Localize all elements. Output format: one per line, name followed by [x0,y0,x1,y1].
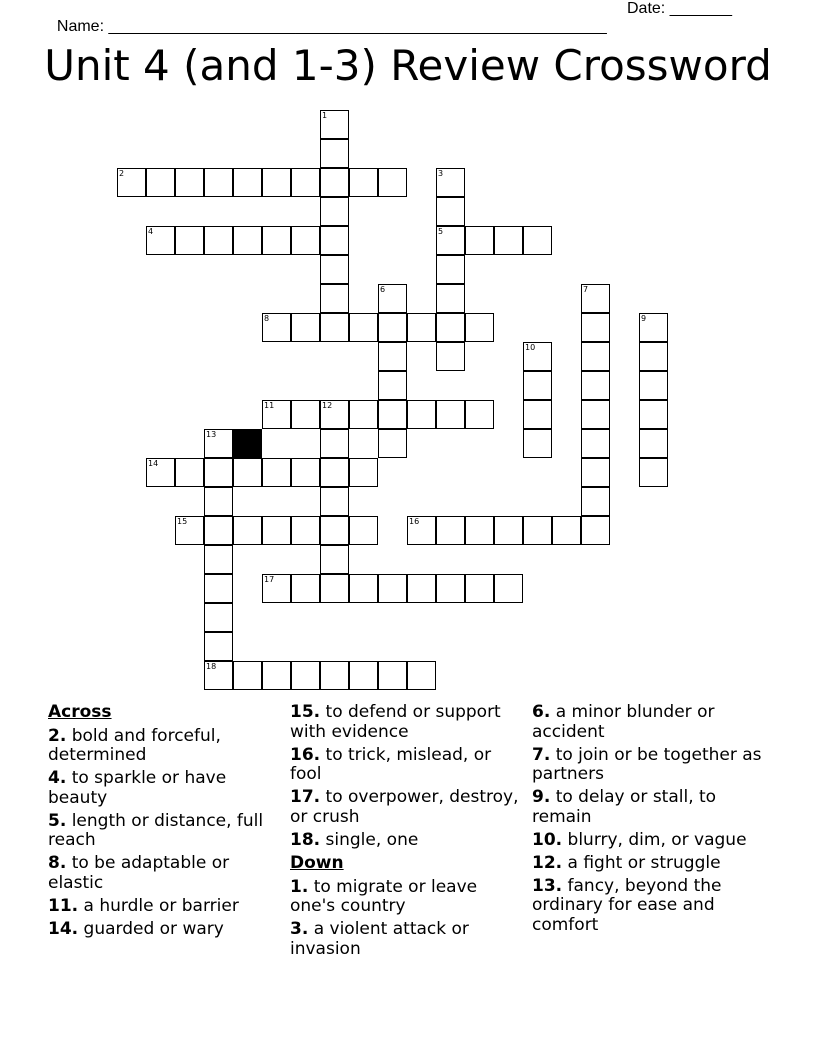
grid-cell[interactable] [407,516,436,545]
clue-number: 18 [206,662,217,671]
clue-item-text: to join or be together as partners [532,744,762,784]
clue-item-number: 1. [290,876,309,897]
grid-cell[interactable] [175,168,204,197]
grid-cell[interactable] [262,168,291,197]
grid-cell[interactable] [523,342,552,371]
clue-item [290,788,522,827]
grid-cell[interactable] [378,400,407,429]
grid-cell[interactable] [581,429,610,458]
clue-item-number: 6. [532,702,551,722]
grid-cell[interactable] [378,284,407,313]
grid-cell[interactable] [320,574,349,603]
clue-item [290,703,522,742]
clue-item [532,854,768,874]
grid-cell[interactable] [291,574,320,603]
clue-item-number: 11. [48,895,79,916]
grid-cell[interactable] [378,574,407,603]
clue-item [48,727,278,766]
date-field[interactable]: Date: _______ [627,0,732,17]
clue-item [48,897,278,917]
clue-item [532,831,768,851]
grid-cell[interactable] [581,371,610,400]
grid-cell[interactable] [320,284,349,313]
clue-item-text: blurry, dim, or vague [562,829,747,850]
clue-item-number: 12. [532,852,563,873]
clue-item-number: 17. [290,787,321,807]
grid-cell[interactable] [262,313,291,342]
clue-item-number: 4. [48,768,67,788]
grid-cell[interactable] [262,516,291,545]
clue-item-number: 8. [48,853,67,873]
grid-cell[interactable] [349,574,378,603]
across-clue-list [48,727,278,940]
grid-cell[interactable] [291,168,320,197]
across-clue-list-continued [290,703,522,850]
grid-cell[interactable] [204,574,233,603]
clue-item-number: 2. [48,725,67,746]
grid-cell[interactable] [175,458,204,487]
grid-cell[interactable] [436,255,465,284]
grid-cell[interactable] [262,574,291,603]
grid-cell[interactable] [436,168,465,197]
clue-item-number: 5. [48,810,67,831]
clue-number: 12 [322,401,333,410]
grid-cell[interactable] [349,313,378,342]
grid-cell[interactable] [291,400,320,429]
clue-item [532,788,768,827]
grid-cell[interactable] [204,226,233,255]
grid-cell[interactable] [175,226,204,255]
grid-cell[interactable] [320,110,349,139]
grid-cell[interactable] [320,458,349,487]
grid-cell[interactable] [407,313,436,342]
clue-item-text: a hurdle or barrier [78,895,239,916]
grid-cell[interactable] [465,516,494,545]
clue-item-number: 14. [48,918,79,939]
grid-cell[interactable] [523,400,552,429]
clue-number: 8 [264,314,270,323]
grid-cell[interactable] [204,429,233,458]
clue-item-text: guarded or wary [78,918,224,939]
grid-cell[interactable] [378,313,407,342]
clue-item-text: bold and forceful, determined [48,725,221,765]
grid-cell[interactable] [436,574,465,603]
clue-number: 13 [206,430,217,439]
grid-cell[interactable] [523,516,552,545]
clue-item-text: to be adaptable or elastic [48,853,230,893]
clue-item-number: 10. [532,829,563,850]
page-title: Unit 4 (and 1-3) Review Crossword [44,41,772,90]
clue-number: 16 [409,517,420,526]
clue-number: 17 [264,575,275,584]
grid-cell[interactable] [494,226,523,255]
grid-cell[interactable] [581,284,610,313]
grid-cell[interactable] [436,400,465,429]
clue-number: 15 [177,517,188,526]
clue-number: 11 [264,401,275,410]
clue-item-number: 16. [290,744,321,765]
grid-cell[interactable] [291,313,320,342]
clue-item [290,920,522,959]
grid-cell[interactable] [262,400,291,429]
grid-cell[interactable] [436,313,465,342]
grid-cell[interactable] [291,661,320,690]
grid-cell[interactable] [378,342,407,371]
grid-cell[interactable] [349,400,378,429]
clues-column-2 [290,703,522,963]
grid-cell[interactable] [639,371,668,400]
grid-cell[interactable] [262,226,291,255]
grid-cell[interactable] [320,197,349,226]
grid-cell[interactable] [233,226,262,255]
clue-item [532,703,768,742]
grid-cell[interactable] [581,487,610,516]
grid-cell[interactable] [378,429,407,458]
grid-cell[interactable] [204,661,233,690]
clue-item [532,877,768,936]
clue-number: 10 [525,343,536,352]
grid-cell[interactable] [523,429,552,458]
grid-cell[interactable] [581,342,610,371]
clue-item-text: length or distance, full reach [48,810,264,850]
clue-item-number: 13. [532,875,563,896]
grid-cell[interactable] [204,545,233,574]
clue-number: 2 [119,169,125,178]
grid-cell[interactable] [465,574,494,603]
clue-item-text: to overpower, destroy, or crush [290,787,519,827]
grid-cell[interactable] [233,516,262,545]
clue-item-text: to defend or support with evidence [290,702,501,742]
clue-item-text: to migrate or leave one's country [290,876,478,916]
grid-cell[interactable] [639,313,668,342]
grid-cell[interactable] [494,574,523,603]
down-clue-list [290,878,522,960]
grid-cell[interactable] [349,458,378,487]
grid-cell[interactable] [581,516,610,545]
clue-item-number: 15. [290,702,321,722]
grid-cell[interactable] [320,516,349,545]
clue-number: 9 [641,314,647,323]
grid-cell[interactable] [204,603,233,632]
grid-cell[interactable] [523,371,552,400]
clue-number: 6 [380,285,386,294]
clue-item-text: single, one [320,829,419,850]
grid-cell[interactable] [349,661,378,690]
grid-cell[interactable] [204,458,233,487]
clue-number: 1 [322,111,328,120]
grid-cell[interactable] [494,516,523,545]
grid-cell[interactable] [291,458,320,487]
grid-cell[interactable] [233,168,262,197]
grid-cell[interactable] [581,458,610,487]
grid-cell[interactable] [146,168,175,197]
clue-item [532,746,768,785]
grid-cell[interactable] [378,168,407,197]
grid-cell[interactable] [320,429,349,458]
grid-cell[interactable] [436,197,465,226]
clue-item [290,746,522,785]
grid-cell[interactable] [204,632,233,661]
clue-number: 7 [583,285,589,294]
clue-item-number: 3. [290,919,309,939]
clue-number: 5 [438,227,444,236]
grid-cell[interactable] [320,400,349,429]
clue-item [290,831,522,851]
clues-column-1 [48,703,278,943]
across-heading: Across [48,702,112,722]
grid-cell[interactable] [349,516,378,545]
grid-cell[interactable] [378,371,407,400]
grid-cell[interactable] [320,661,349,690]
grid-cell[interactable] [639,400,668,429]
grid-cell[interactable] [320,255,349,284]
clue-item-text: fancy, beyond the ordinary for ease and comfort [532,875,722,935]
grid-cell[interactable] [204,516,233,545]
clues-column-3 [532,703,768,939]
grid-cell[interactable] [436,226,465,255]
clue-item [48,812,278,851]
grid-cell[interactable] [175,516,204,545]
grid-cell[interactable] [233,458,262,487]
clue-item-text: a violent attack or invasion [290,919,469,959]
grid-cell[interactable] [465,226,494,255]
grid-cell[interactable] [465,400,494,429]
clue-number: 4 [148,227,154,236]
clue-item-text: a fight or struggle [562,852,721,873]
grid-cell[interactable] [639,458,668,487]
grid-cell[interactable] [552,516,581,545]
grid-cell[interactable] [320,313,349,342]
clue-item-number: 7. [532,744,551,765]
down-clue-list-continued [532,703,768,935]
blocked-cell [233,429,262,458]
grid-cell[interactable] [320,545,349,574]
grid-cell[interactable] [320,139,349,168]
grid-cell[interactable] [291,516,320,545]
grid-cell[interactable] [320,168,349,197]
grid-cell[interactable] [581,400,610,429]
clue-item-text: to delay or stall, to remain [532,787,717,827]
grid-cell[interactable] [291,226,320,255]
clue-item [48,854,278,893]
grid-cell[interactable] [407,400,436,429]
grid-cell[interactable] [204,487,233,516]
clue-item [48,769,278,808]
clue-item-text: a minor blunder or accident [532,702,715,742]
grid-cell[interactable] [436,516,465,545]
grid-cell[interactable] [581,313,610,342]
grid-cell[interactable] [349,168,378,197]
clue-number: 3 [438,169,444,178]
grid-cell[interactable] [407,661,436,690]
clue-item-number: 9. [532,787,551,807]
clue-number: 14 [148,459,159,468]
grid-cell[interactable] [639,429,668,458]
clue-item [48,920,278,940]
clue-item-text: to sparkle or have beauty [48,768,227,808]
clue-item-number: 18. [290,829,321,850]
grid-cell[interactable] [262,661,291,690]
name-field[interactable]: Name: ________________________________________________________ [56,18,607,35]
clue-item-text: to trick, mislead, or fool [290,744,492,784]
grid-cell[interactable] [523,226,552,255]
grid-cell[interactable] [204,168,233,197]
grid-cell[interactable] [407,574,436,603]
grid-cell[interactable] [262,458,291,487]
grid-cell[interactable] [146,226,175,255]
grid-cell[interactable] [146,458,175,487]
grid-cell[interactable] [639,342,668,371]
clue-item [290,878,522,917]
grid-cell[interactable] [436,284,465,313]
grid-cell[interactable] [117,168,146,197]
down-heading: Down [290,853,344,873]
grid-cell[interactable] [436,342,465,371]
grid-cell[interactable] [320,226,349,255]
grid-cell[interactable] [233,661,262,690]
grid-cell[interactable] [320,487,349,516]
grid-cell[interactable] [378,661,407,690]
grid-cell[interactable] [465,313,494,342]
